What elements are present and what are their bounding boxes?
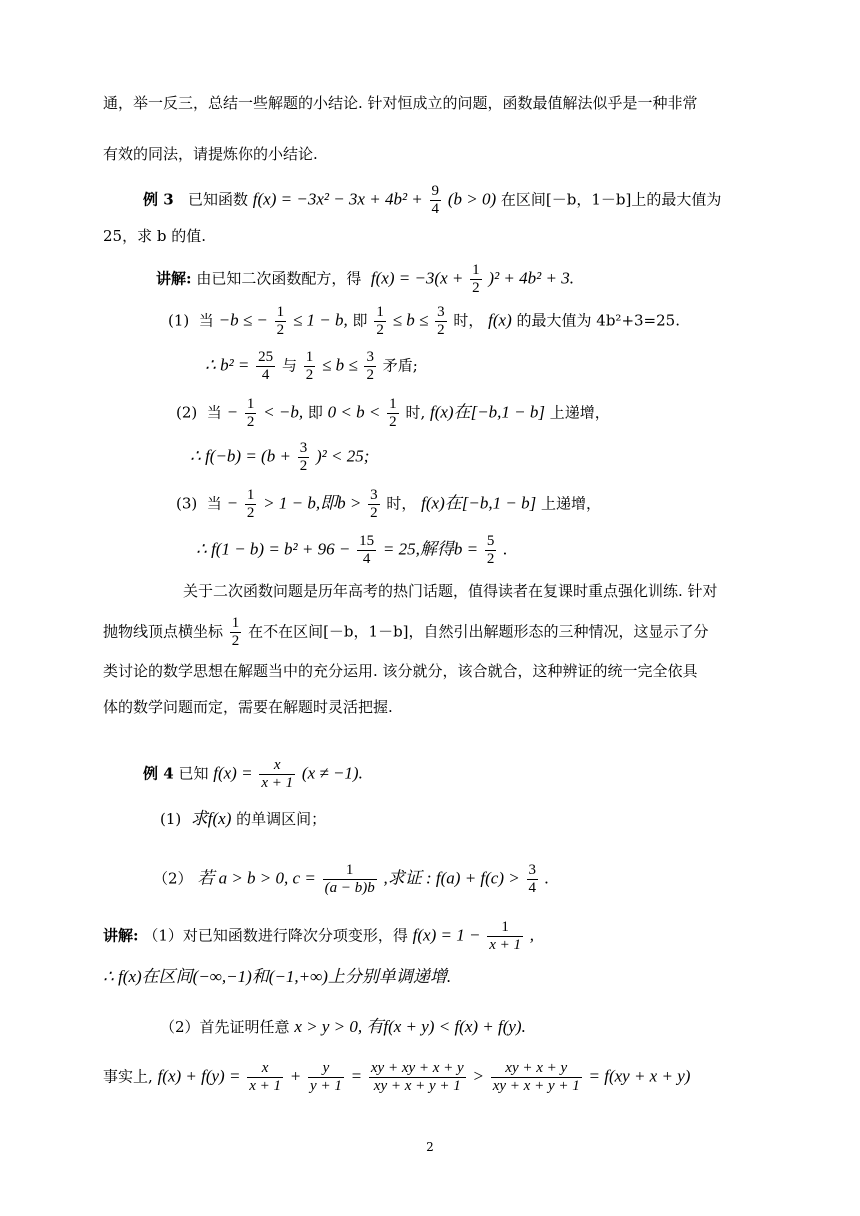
formula: ∴ f(−b) = (b + — [190, 446, 291, 466]
example-label: 例 4 — [143, 764, 174, 783]
formula: − — [226, 402, 239, 422]
solution-label: 讲解: — [156, 269, 192, 288]
fraction: $\frac{15}{4}$ — [359, 533, 375, 567]
question-number: (1) — [160, 810, 182, 828]
text: 已知 — [178, 764, 209, 783]
formula: f(x) + f(y) = — [157, 1066, 241, 1086]
text: 即 — [307, 403, 323, 422]
formula: > — [472, 1066, 484, 1086]
formula: 若 a > b > 0, c = — [197, 868, 316, 888]
text-line — [103, 615, 709, 650]
text: 时， — [453, 311, 484, 330]
text: 的最大值为 4b²+3=25. — [516, 311, 680, 330]
formula: − — [226, 493, 239, 513]
formula-line — [103, 1060, 690, 1095]
solution-label: 讲解: — [103, 926, 139, 945]
formula: f(x) = — [213, 763, 253, 783]
formula: ≤ 1 − b, — [292, 310, 348, 330]
formula: f(x) — [488, 310, 512, 330]
formula: . — [544, 868, 550, 888]
solution-4-header — [103, 919, 534, 954]
text-line: 通，举一反三，总结一些解题的小结论. 针对恒成立的问题，函数最值解法似乎是一种非常 — [103, 94, 698, 112]
fraction: $\frac{1}{2}$ — [305, 349, 314, 383]
formula: ≤ b ≤ — [392, 310, 429, 330]
formula: , — [529, 925, 535, 945]
formula: x > y > 0, 有f(x + y) < f(x) + f(y). — [294, 1017, 526, 1036]
text: 由已知二次函数配方，得 — [196, 269, 362, 288]
question-number: （2） — [153, 869, 193, 888]
formula: + — [289, 1066, 302, 1086]
fraction: $\frac{1}{2}$ — [389, 396, 397, 430]
text: 已知函数 — [187, 190, 248, 209]
formula: −b ≤ − — [218, 310, 268, 330]
case-1 — [168, 304, 680, 339]
fraction: $\frac{1}{2}$ — [376, 304, 384, 338]
formula: f(x) = −3x² − 3x + 4b² + — [252, 189, 423, 209]
formula: f(x)在[−b,1 − b] — [421, 493, 537, 513]
fraction: $\frac{x}{x + 1}$ — [249, 1060, 281, 1094]
text: 上递增， — [549, 403, 610, 422]
fraction: $\frac{xy + xy + x + y}{xy + x + y + 1}$ — [370, 1060, 464, 1094]
text: 当 — [198, 311, 214, 330]
text: 上递增， — [540, 494, 601, 513]
formula: = 25,解得b = — [382, 539, 479, 559]
formula: f(x)在[−b,1 − b] — [430, 402, 546, 422]
text: 与 — [281, 356, 297, 375]
case-2 — [176, 396, 610, 431]
case-3 — [176, 487, 601, 522]
fraction: $\frac{3}{4}$ — [528, 862, 537, 896]
fraction: $\frac{3}{2}$ — [437, 304, 445, 338]
text-line: 25，求 b 的值. — [103, 227, 206, 245]
example-3 — [143, 183, 721, 218]
formula: (x ≠ −1). — [301, 763, 363, 783]
formula: < −b, — [263, 402, 304, 422]
text: 当 — [206, 403, 222, 422]
formula-line: ∴ f(x)在区间(−∞,−1)和(−1,+∞)上分别单调递增. — [103, 967, 452, 986]
case-2-result — [190, 440, 369, 475]
text: 即 — [352, 311, 368, 330]
text: （2）首先证明任意 — [160, 1018, 290, 1036]
fraction: $\frac{5}{2}$ — [486, 533, 495, 567]
text: 当 — [206, 494, 222, 513]
fraction: $\frac{y}{y + 1}$ — [310, 1060, 342, 1094]
fraction: $\frac{25}{4}$ — [258, 349, 274, 383]
text-line — [160, 1016, 526, 1038]
fraction: $\frac{x}{x + 1}$ — [261, 757, 294, 791]
formula: 求f(x) — [190, 809, 232, 828]
formula: )² < 25; — [316, 446, 370, 466]
solution-3-header — [156, 262, 574, 297]
formula: = — [350, 1066, 363, 1086]
text: 在不在区间[－b，1－b]，自然引出解题形态的三种情况，这显示了分 — [248, 622, 709, 641]
case-number: (2) — [176, 403, 198, 422]
formula: . — [503, 539, 508, 559]
formula: (b > 0) — [447, 189, 497, 209]
formula: ,求证 : f(a) + f(c) > — [383, 868, 520, 888]
formula: f(x) = −3(x + — [370, 268, 464, 288]
formula: > 1 − b,即b > — [263, 493, 362, 513]
fraction: $\frac{1}{x + 1}$ — [489, 919, 522, 953]
fraction: $\frac{1}{2}$ — [276, 304, 285, 338]
text: 时, — [405, 403, 426, 422]
text-line: 体的数学问题而定，需要在解题时灵活把握. — [103, 698, 393, 716]
formula: ∴ b² = — [205, 355, 250, 375]
formula: 0 < b < — [327, 402, 381, 422]
text-line: 关于二次函数问题是历年高考的热门话题，值得读者在复课时重点强化训练. 针对 — [183, 582, 718, 600]
fraction: $\frac{1}{2}$ — [472, 262, 480, 296]
example-4 — [143, 757, 363, 792]
fraction: $\frac{1}{2}$ — [231, 615, 240, 649]
formula: f(x) = 1 − — [412, 925, 481, 945]
case-number: (1) — [168, 311, 190, 330]
text: 在区间[－b，1－b]上的最大值为 — [500, 190, 722, 209]
fraction: $\frac{3}{2}$ — [299, 440, 308, 474]
fraction: $\frac{3}{2}$ — [370, 487, 378, 521]
question-2 — [153, 862, 549, 897]
fraction: $\frac{9}{4}$ — [431, 183, 440, 217]
example-label: 例 3 — [143, 190, 174, 209]
fraction: $\frac{xy + x + y}{xy + x + y + 1}$ — [492, 1060, 580, 1094]
case-number: (3) — [176, 494, 198, 513]
text: 矛盾; — [382, 356, 418, 375]
formula: )² + 4b² + 3. — [488, 268, 574, 288]
text: 的单调区间； — [236, 810, 327, 828]
fraction: $\frac{1}{2}$ — [246, 487, 255, 521]
text-line: 类讨论的数学思想在解题当中的充分运用. 该分就分，该合就合，这种辨证的统一完全依具 — [103, 662, 698, 680]
text-line: 有效的同法，请提炼你的小结论. — [103, 145, 318, 163]
page-number: 2 — [426, 1140, 434, 1154]
formula: ∴ f(1 − b) = b² + 96 − — [196, 539, 351, 559]
text: （1）对已知函数进行降次分项变形，得 — [143, 926, 408, 945]
formula: = f(xy + x + y) — [588, 1066, 691, 1086]
case-1-result — [205, 349, 418, 384]
text: 时， — [386, 494, 417, 513]
text: 抛物线顶点横坐标 — [103, 622, 224, 641]
case-3-result — [196, 533, 507, 568]
question-1 — [160, 808, 326, 830]
fraction: $\frac{1}{(a - b)b}$ — [324, 862, 375, 896]
fraction: $\frac{3}{2}$ — [366, 349, 374, 383]
formula: ≤ b ≤ — [322, 355, 358, 375]
fraction: $\frac{1}{2}$ — [246, 396, 255, 430]
text: 事实上, — [103, 1067, 153, 1086]
